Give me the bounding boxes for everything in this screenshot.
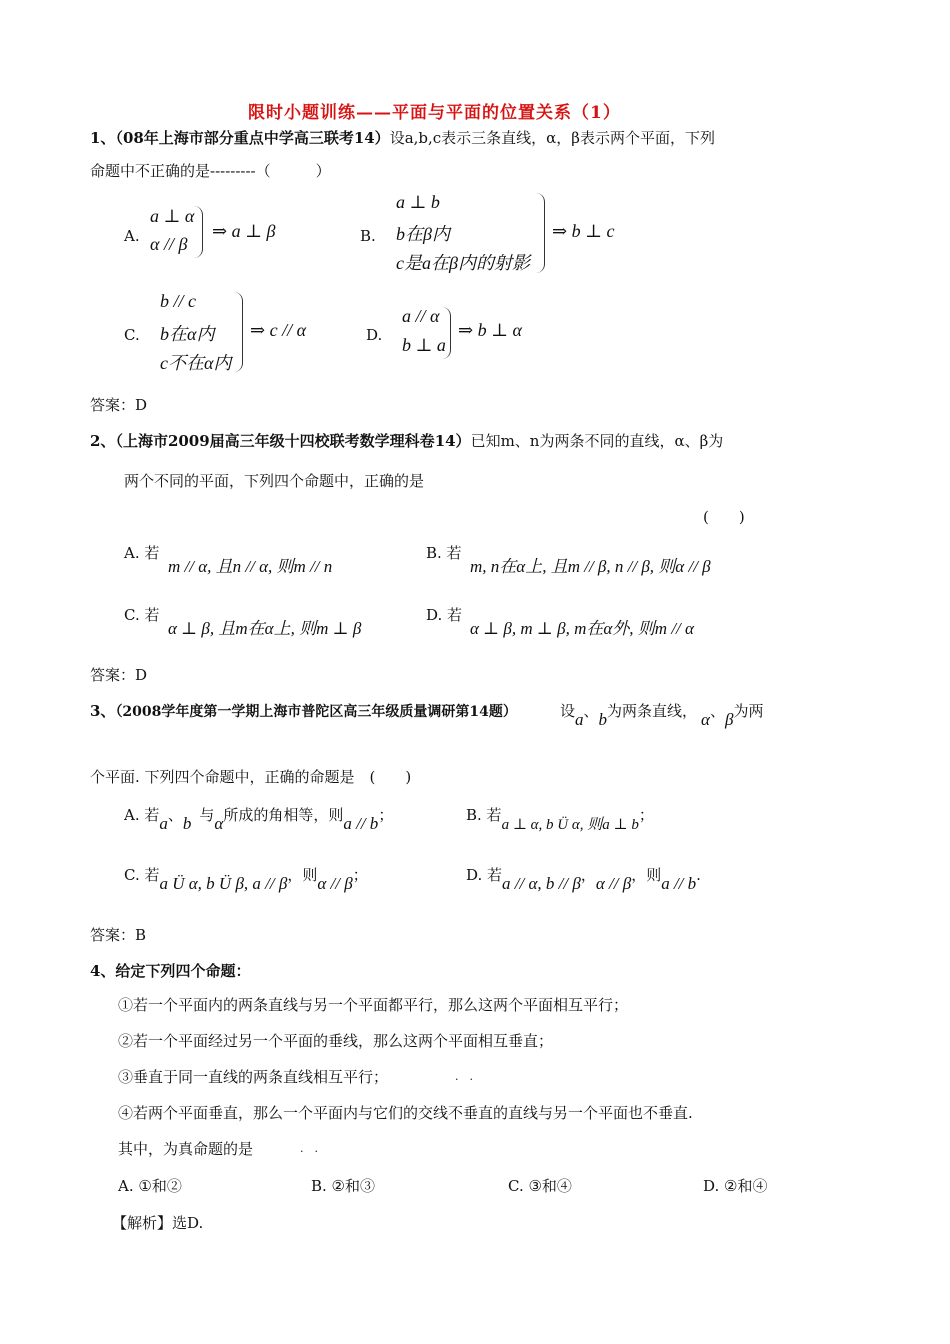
q2-option-a-text: m // α, 且n // α, 则m // n (168, 557, 333, 576)
q1-source: （08年上海市部分重点中学高三联考14） (115, 129, 390, 147)
q4-question: 其中，为真命题的是 (118, 1140, 254, 1158)
q3-option-c-label: C. 若 (124, 866, 160, 884)
q3-option-a-yu: 与 (199, 806, 215, 824)
q2-stem-line1: 已知m、n为两条不同的直线，α、β为 (470, 432, 724, 450)
q1-option-c-label: C. (124, 326, 140, 344)
q3-stem-post: 为两 (733, 702, 764, 720)
q3-stem-b: b (598, 710, 608, 729)
q1-option-d-premise2: b ⊥ a (402, 335, 446, 355)
q3-option-c-concl: α // β (317, 874, 353, 893)
q4-item-2: ②若一个平面经过另一个平面的垂线，那么这两个平面相互垂直； (118, 1032, 554, 1050)
q3-option-a-rest: 所成的角相等，则 (223, 806, 344, 824)
q2-option-b-text: m, n在α上, 且m // β, n // β, 则α // β (470, 557, 711, 576)
q3-option-a-concl: a // b (343, 814, 379, 833)
q3-option-d-sep: ， (580, 866, 596, 884)
q3-option-a-sep: 、 (167, 806, 183, 824)
q3-option-c-end: ； (352, 866, 368, 884)
q1-option-b-premise1: a ⊥ b (396, 192, 440, 212)
q3-answer: 答案：B (90, 926, 147, 944)
q1-stem-line1: 设a,b,c表示三条直线，α，β表示两个平面，下列 (389, 129, 715, 147)
q1-stem-line2: 命题中不正确的是---------（ ） (90, 162, 331, 180)
q3-option-d-mid: ，则 (631, 866, 662, 884)
q4-item-4: ④若两个平面垂直，那么一个平面内与它们的交线不垂直的直线与另一个平面也不垂直. (118, 1104, 693, 1122)
q2-answer: 答案：D (90, 666, 148, 684)
q3-stem-sep1: 、 (583, 702, 599, 720)
q1-option-b-conclusion: ⇒ b ⊥ c (552, 221, 615, 241)
q3-option-d-concl: a // b (661, 874, 697, 893)
q1-option-b-label: B. (360, 227, 376, 245)
q3-stem-pre: 设 (560, 702, 576, 720)
q1-option-d-conclusion: ⇒ b ⊥ α (458, 320, 522, 340)
q3-stem-alpha: α (701, 710, 710, 729)
q3-option-b-end: ； (638, 806, 654, 824)
q1-answer: 答案：D (90, 396, 148, 414)
q2-header (90, 430, 723, 451)
q4-question-dots: . . (300, 1142, 318, 1155)
q4-item-1: ①若一个平面内的两条直线与另一个平面都平行，那么这两个平面相互平行； (118, 996, 629, 1014)
q1-option-c-conclusion: ⇒ c // α (250, 320, 307, 340)
q3-option-d-c2: α // β (595, 874, 632, 893)
q2-option-c-text: α ⊥ β, 且m在α上, 则m ⊥ β (168, 619, 362, 638)
q1-option-b-premise2: b在β内 (396, 224, 450, 244)
q4-option-d: D. ②和④ (703, 1177, 768, 1195)
q3-option-b-text: a ⊥ α, b Ü α, 则a ⊥ b (501, 817, 639, 833)
q3-option-a-end: ； (378, 806, 394, 824)
q3-option-d-label: D. 若 (466, 866, 503, 884)
q4-item-3-dots: . . (455, 1070, 473, 1083)
q1-option-d-label: D. (366, 326, 383, 344)
q3-option-a-b: b (182, 814, 192, 833)
q1-option-c-premise2: b在α内 (160, 324, 215, 344)
q2-option-c-label: C. 若 (124, 606, 160, 624)
q3-stem-sep2: 、 (709, 702, 725, 720)
q1-number: 1、 (90, 129, 116, 147)
q4-option-c: C. ③和④ (508, 1177, 572, 1195)
q3-option-a-label: A. 若 (124, 806, 160, 824)
q4-item-3: ③垂直于同一直线的两条直线相互平行； (118, 1068, 389, 1086)
q2-answer-paren: ( ) (703, 508, 745, 526)
q3-option-a-alpha: α (214, 814, 224, 833)
q1-header (90, 127, 715, 148)
q2-option-d-text: α ⊥ β, m ⊥ β, m在α外, 则m // α (470, 619, 694, 638)
q1-option-b-premise3: c是a在β内的射影 (396, 253, 530, 273)
q1-option-d-premise1: a // α (402, 306, 440, 326)
q2-option-d-label: D. 若 (426, 606, 463, 624)
q2-source: （上海市2009届高三年级十四校联考数学理科卷14） (115, 432, 471, 450)
q4-option-a: A. ①和② (118, 1177, 182, 1195)
q3-stem-beta: β (725, 710, 734, 729)
q4-header: 4、给定下列四个命题： (90, 962, 251, 980)
q3-option-a (124, 804, 394, 833)
q2-option-a-label: A. 若 (124, 544, 160, 562)
q4-option-b: B. ②和③ (311, 1177, 376, 1195)
q2-option-b-label: B. 若 (426, 544, 462, 562)
q1-option-a-premise1: a ⊥ α (150, 206, 195, 226)
q3-option-d-end: . (696, 866, 701, 884)
q3-stem-line1 (560, 700, 764, 729)
q2-stem-line2: 两个不同的平面，下列四个命题中，正确的是 (124, 472, 425, 490)
q3-stem-a: a (575, 710, 584, 729)
q3-stem-line2: 个平面. 下列四个命题中，正确的命题是 ( ) (90, 768, 412, 786)
q2-number: 2、 (90, 432, 116, 450)
q3-option-a-a: a (159, 814, 168, 833)
q3-header (90, 700, 517, 721)
q3-option-c-mid: ，则 (287, 866, 318, 884)
q3-option-b (466, 804, 654, 833)
q3-source: （2008学年度第一学期上海市普陀区高三年级质量调研第14题） (115, 704, 517, 720)
q1-option-c-premise1: b // c (160, 291, 196, 311)
page-title: 限时小题训练——平面与平面的位置关系（1） (248, 103, 621, 123)
q3-option-b-label: B. 若 (466, 806, 502, 824)
q3-option-c (124, 864, 368, 893)
q3-option-d (466, 864, 701, 893)
q1-option-a-premise2: α // β (150, 234, 188, 254)
q1-option-c-premise3: c不在α内 (160, 353, 232, 373)
q1-option-a-label: A. (124, 227, 140, 245)
q3-option-c-text: a Ü α, b Ü β, a // β (159, 874, 288, 893)
q3-stem-mid: 为两条直线， (607, 702, 698, 720)
q4-analysis: 【解析】选D. (112, 1214, 204, 1232)
q3-number: 3、 (90, 702, 116, 720)
q1-option-a-conclusion: ⇒ a ⊥ β (212, 221, 276, 241)
q3-option-d-text: a // α, b // β (502, 874, 581, 893)
